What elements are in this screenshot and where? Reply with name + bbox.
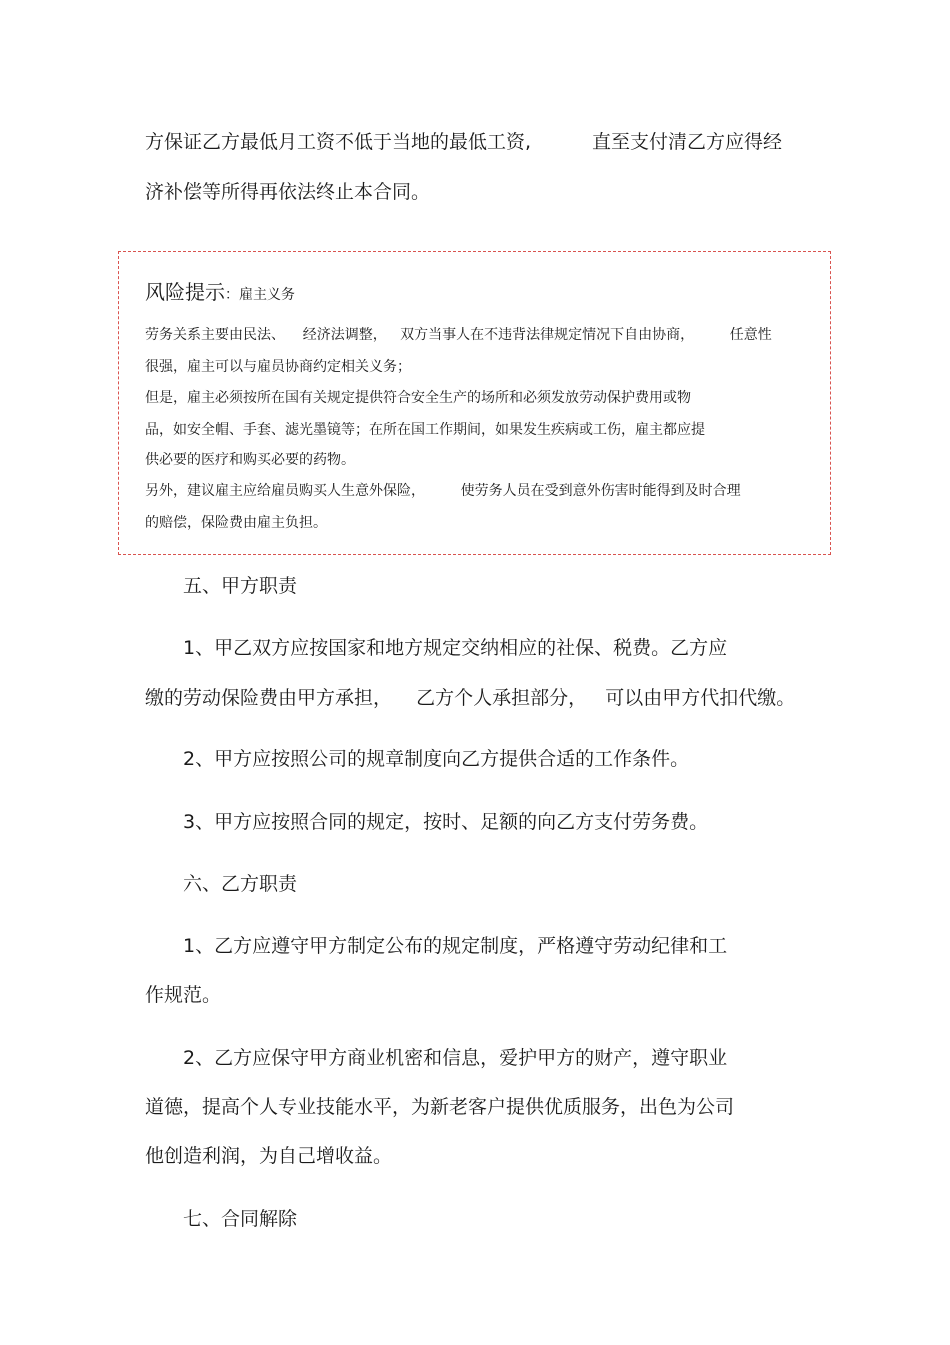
section-5-p3: 3、甲方应按照合同的规定，按时、足额的向乙方支付劳务费。: [183, 811, 709, 833]
section-5-heading: 五、甲方职责: [183, 575, 298, 597]
risk-line: 品，如安全帽、手套、滤光墨镜等；在所在国工作期间，如果发生疾病或工伤，雇主都应提: [145, 422, 705, 438]
risk-subtitle: 雇主义务: [239, 287, 295, 303]
section-7-heading: 七、合同解除: [183, 1208, 298, 1230]
section-6-p1-line2: 作规范。: [145, 984, 222, 1006]
risk-title: [145, 279, 295, 308]
risk-line: 很强，雇主可以与雇员协商约定相关义务；: [145, 359, 411, 375]
risk-line: 的赔偿，保险费由雇主负担。: [145, 515, 327, 531]
section-5-p1-line1: 1、甲乙双方应按国家和地方规定交纳相应的社保、税费。乙方应: [183, 637, 728, 659]
section-6-p2-line3: 他创造利润，为自己增收益。: [145, 1145, 393, 1167]
section-6-p2-line2: 道德，提高个人专业技能水平，为新老客户提供优质服务，出色为公司: [145, 1096, 735, 1118]
section-6-heading: 六、乙方职责: [183, 873, 298, 895]
risk-title-sep: ：: [225, 287, 239, 303]
section-5-p1-line2: 缴的劳动保险费由甲方承担， 乙方个人承担部分， 可以由甲方代扣代缴。: [145, 687, 796, 709]
intro-line-2: 济补偿等所得再依法终止本合同。: [145, 181, 431, 203]
risk-line: 但是，雇主必须按所在国有关规定提供符合安全生产的场所和必须发放劳动保护费用或物: [145, 390, 691, 406]
section-6-p1-line1: 1、乙方应遵守甲方制定公布的规定制度，严格遵守劳动纪律和工: [183, 935, 728, 957]
section-6-p2-line1: 2、乙方应保守甲方商业机密和信息，爱护甲方的财产，遵守职业: [183, 1047, 728, 1069]
risk-line: 供必要的医疗和购买必要的药物。: [145, 452, 355, 468]
risk-line: 劳务关系主要由民法、 经济法调整， 双方当事人在不违背法律规定情况下自由协商， 任意性: [145, 327, 772, 343]
risk-line: 另外，建议雇主应给雇员购买人生意外保险， 使劳务人员在受到意外伤害时能得到及时合理: [145, 483, 741, 499]
intro-line-1a: 方保证乙方最低月工资不低于当地的最低工资,: [145, 131, 532, 153]
section-5-p2: 2、甲方应按照公司的规章制度向乙方提供合适的工作条件。: [183, 748, 690, 770]
intro-line-1b: 直至支付清乙方应得经: [592, 131, 783, 153]
risk-title-text: 风险提示: [145, 280, 225, 304]
